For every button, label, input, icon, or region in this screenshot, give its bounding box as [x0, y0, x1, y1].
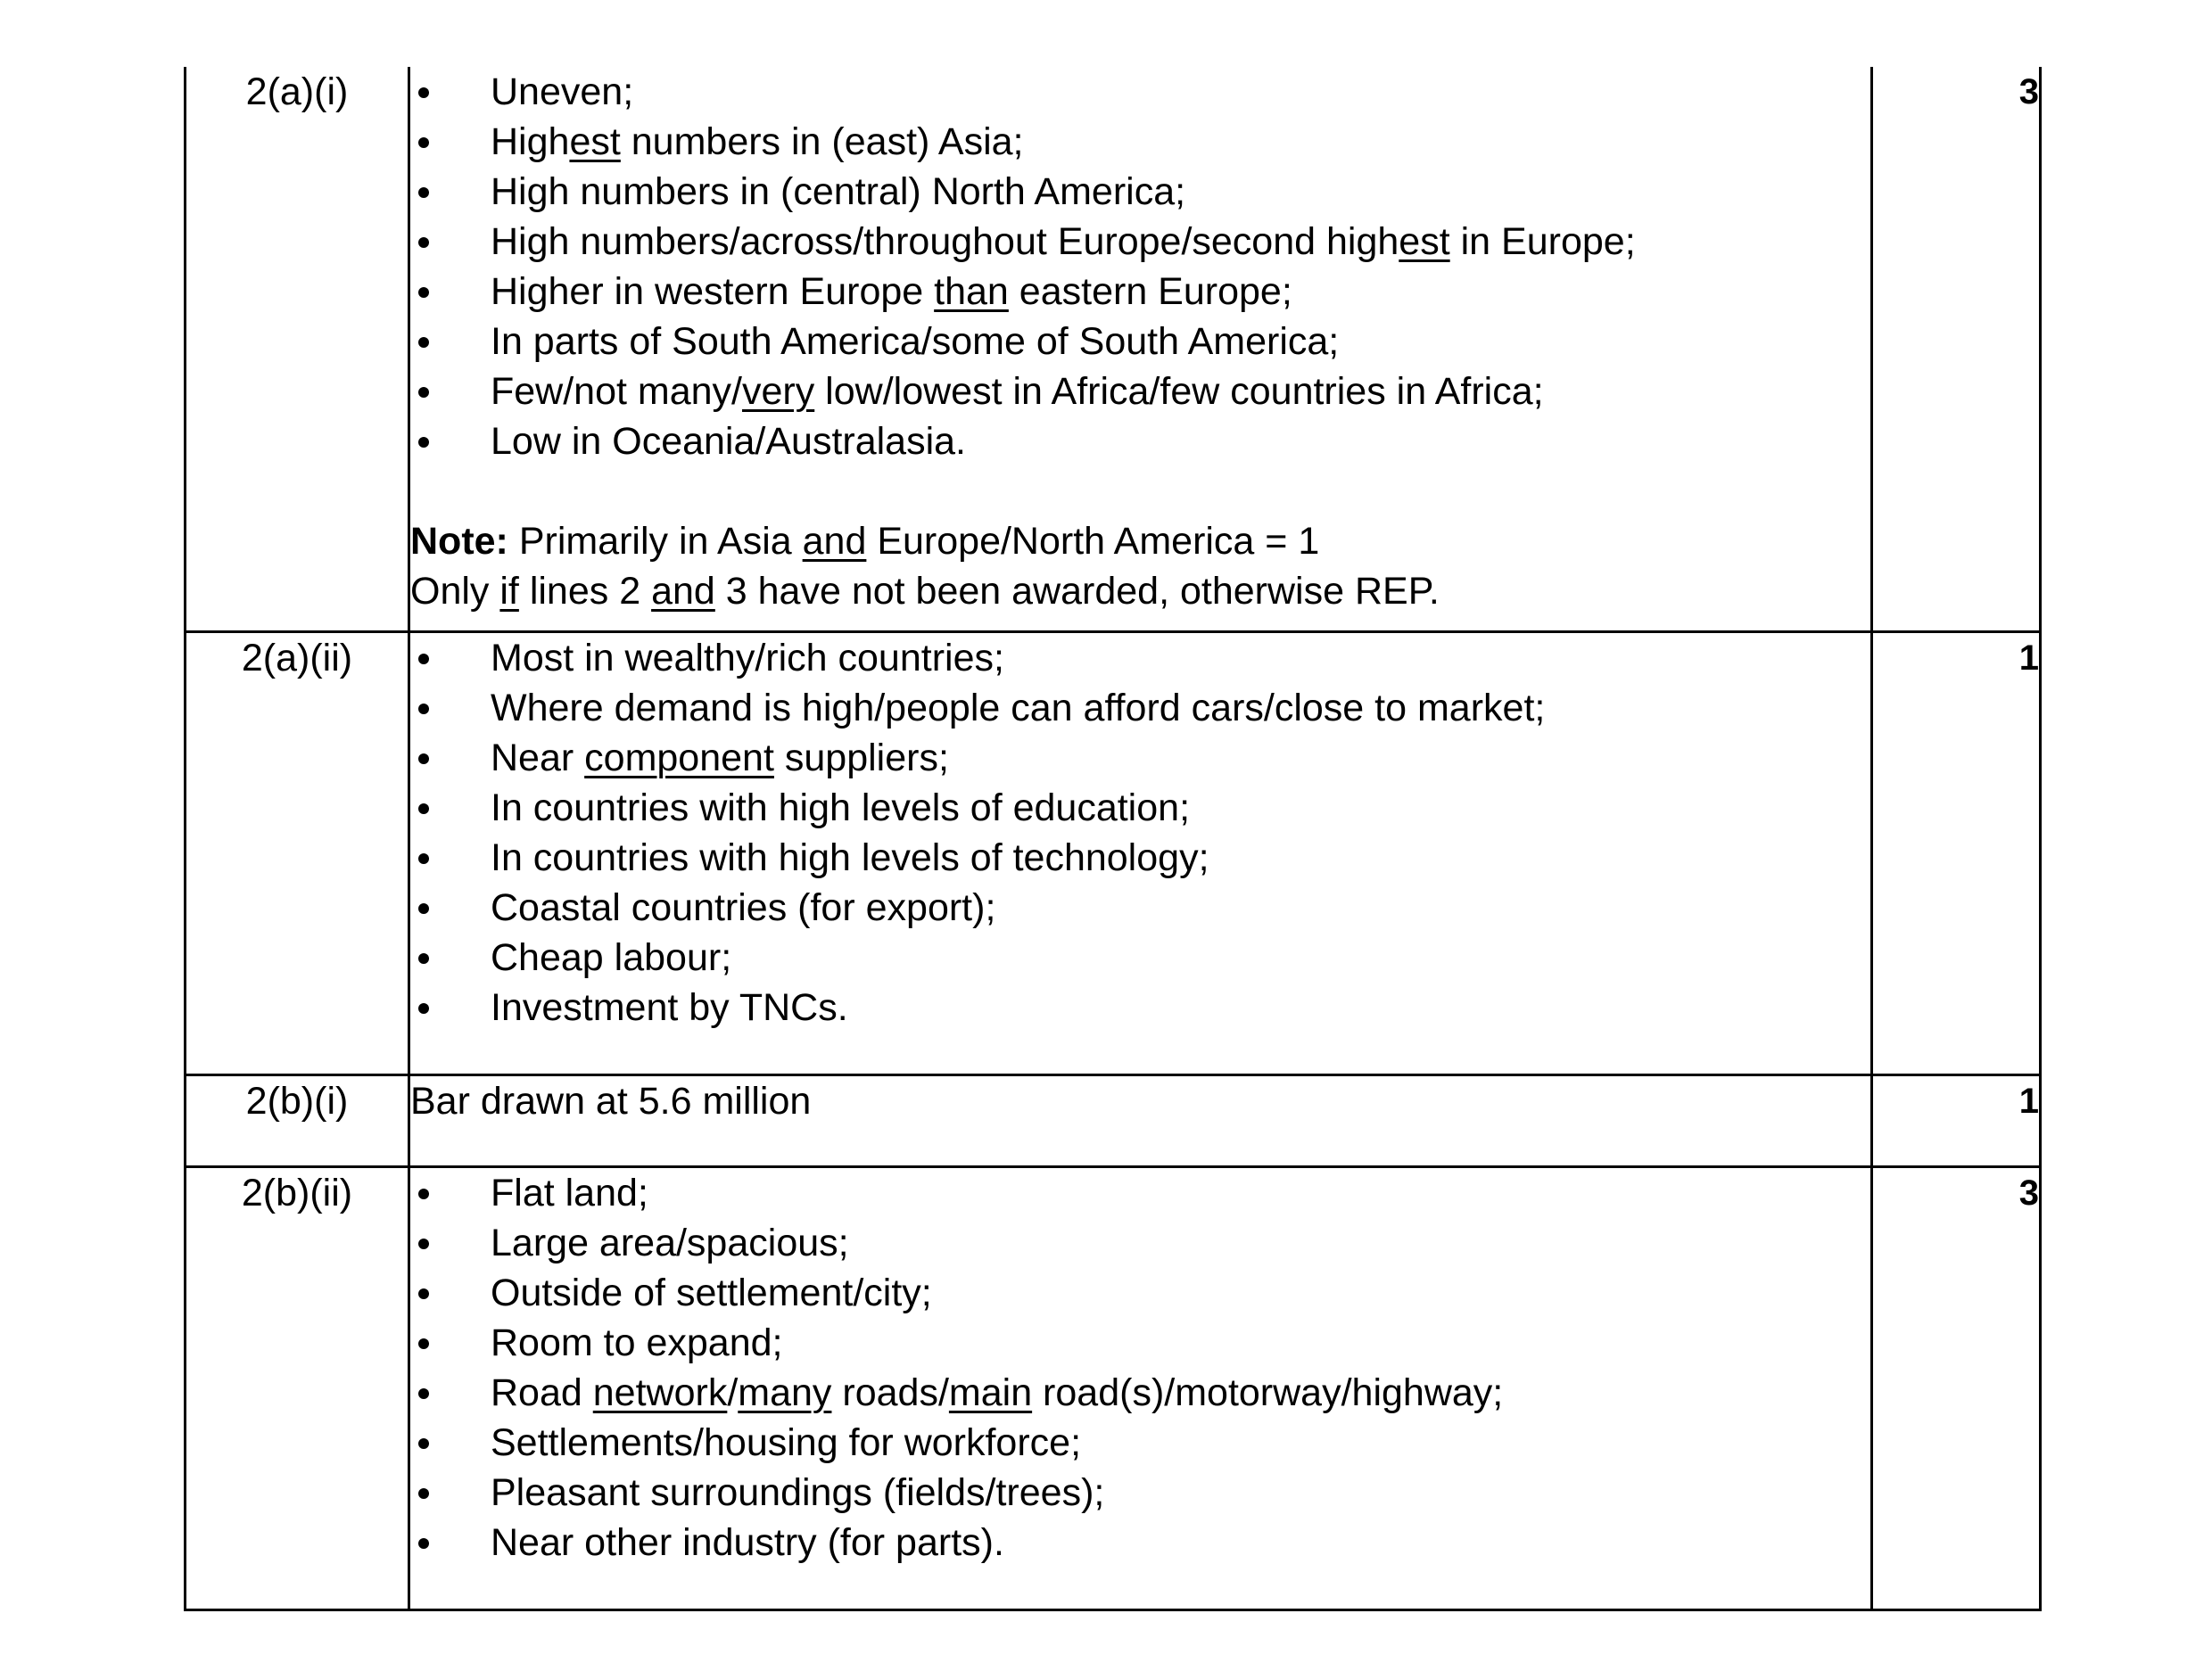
list-item	[410, 883, 1870, 933]
text-segment: Room to expand;	[491, 1321, 783, 1364]
list-item	[410, 983, 1870, 1033]
list-item	[410, 783, 1870, 833]
text-segment: Large area/spacious;	[491, 1221, 849, 1264]
text-segment: /	[727, 1371, 739, 1414]
list-item	[410, 1268, 1870, 1318]
text-segment: High numbers/across/throughout Europe/second high	[491, 220, 1399, 263]
answer-cell	[409, 631, 1872, 1074]
answer-bullet-list	[410, 67, 1870, 466]
list-item	[410, 633, 1870, 683]
bullet-icon	[418, 87, 429, 98]
list-item	[410, 117, 1870, 167]
list-item	[410, 733, 1870, 783]
text-segment: Few/not many/	[491, 370, 742, 413]
underlined-text: and	[651, 570, 715, 613]
answer-text: Bar drawn at 5.6 million	[409, 1074, 1872, 1166]
bullet-icon	[418, 337, 429, 348]
answer-cell	[409, 67, 1872, 631]
table-row	[186, 631, 2041, 1074]
text-segment: roads/	[831, 1371, 949, 1414]
list-item	[410, 1168, 1870, 1218]
table-row	[186, 67, 2041, 631]
table-row	[186, 1166, 2041, 1609]
marks-value: 3	[1872, 1166, 2041, 1609]
text-segment: Near other industry (for parts).	[491, 1520, 1004, 1564]
text-segment: lines 2	[518, 570, 652, 613]
text-segment: In countries with high levels of education;	[491, 786, 1191, 829]
answer-bullet-list	[410, 633, 1870, 1033]
bullet-icon	[418, 387, 429, 398]
text-segment: Coastal countries (for export);	[491, 885, 996, 929]
bullet-icon	[418, 1338, 429, 1349]
bullet-icon	[418, 237, 429, 248]
underlined-text: and	[802, 520, 867, 563]
text-segment: Settlements/housing for workforce;	[491, 1420, 1082, 1464]
underlined-text: main	[948, 1371, 1033, 1414]
text-segment: suppliers;	[773, 736, 949, 779]
bullet-icon	[418, 1288, 429, 1299]
mark-scheme-table	[184, 67, 2042, 1611]
note-line-1	[508, 520, 1319, 563]
marks-value: 1	[1872, 631, 2041, 1074]
examiner-note	[410, 516, 1870, 616]
text-segment: in Europe;	[1449, 220, 1636, 263]
list-item	[410, 683, 1870, 733]
question-number: 2(a)(i)	[186, 67, 409, 631]
bullet-icon	[418, 1388, 429, 1399]
list-item	[410, 1318, 1870, 1368]
question-number: 2(b)(i)	[186, 1074, 409, 1166]
bullet-icon	[418, 953, 429, 964]
note-line-2	[410, 570, 1440, 613]
underlined-text: very	[742, 370, 815, 413]
text-segment: road(s)/motorway/highway;	[1032, 1371, 1504, 1414]
text-segment: Only	[410, 570, 500, 613]
underlined-text: est	[1399, 220, 1450, 263]
text-segment: Flat land;	[491, 1171, 648, 1214]
bullet-icon	[418, 704, 429, 714]
text-segment: In parts of South America/some of South America;	[491, 320, 1340, 363]
bullet-icon	[418, 1438, 429, 1449]
text-segment: Near	[491, 736, 585, 779]
text-segment: numbers in (east) Asia;	[620, 120, 1024, 163]
list-item	[410, 167, 1870, 217]
text-segment: eastern Europe;	[1008, 270, 1292, 313]
text-segment: Investment by TNCs.	[491, 985, 848, 1029]
underlined-text: component	[584, 736, 774, 779]
bullet-icon	[418, 437, 429, 448]
marks-value: 1	[1872, 1074, 2041, 1166]
bullet-icon	[418, 137, 429, 148]
text-segment: High	[491, 120, 570, 163]
bullet-icon	[418, 903, 429, 914]
list-item	[410, 317, 1870, 366]
underlined-text: network	[592, 1371, 728, 1414]
list-item	[410, 1368, 1870, 1418]
bullet-icon	[418, 654, 429, 664]
underlined-text: many	[738, 1371, 832, 1414]
bullet-icon	[418, 1488, 429, 1499]
text-segment: Outside of settlement/city;	[491, 1271, 932, 1314]
list-item	[410, 416, 1870, 466]
text-segment: Higher in western Europe	[491, 270, 935, 313]
text-segment: Most in wealthy/rich countries;	[491, 636, 1004, 679]
bullet-icon	[418, 853, 429, 864]
question-number: 2(a)(ii)	[186, 631, 409, 1074]
text-segment: Primarily in Asia	[508, 520, 803, 563]
text-segment: Europe/North America = 1	[866, 520, 1320, 563]
answer-cell	[409, 1166, 1872, 1609]
bullet-icon	[418, 187, 429, 198]
list-item	[410, 1418, 1870, 1468]
list-item	[410, 833, 1870, 883]
list-item	[410, 267, 1870, 317]
bullet-icon	[418, 803, 429, 814]
underlined-text: if	[499, 570, 519, 613]
marks-value: 3	[1872, 67, 2041, 631]
bullet-icon	[418, 753, 429, 764]
list-item	[410, 1468, 1870, 1518]
text-segment: 3 have not been awarded, otherwise REP.	[714, 570, 1440, 613]
note-label: Note:	[410, 520, 508, 563]
text-segment: Road	[491, 1371, 593, 1414]
list-item	[410, 366, 1870, 416]
list-item	[410, 67, 1870, 117]
text-segment: Pleasant surroundings (fields/trees);	[491, 1470, 1105, 1514]
list-item	[410, 217, 1870, 267]
text-segment: In countries with high levels of technology;	[491, 836, 1209, 879]
underlined-text: est	[569, 120, 621, 163]
text-segment: low/lowest in Africa/few countries in Africa;	[814, 370, 1544, 413]
bullet-icon	[418, 1003, 429, 1014]
text-segment: Low in Oceania/Australasia.	[491, 420, 967, 463]
answer-bullet-list	[410, 1168, 1870, 1568]
text-segment: Cheap labour;	[491, 935, 732, 979]
underlined-text: than	[934, 270, 1009, 313]
bullet-icon	[418, 287, 429, 298]
text-segment: Where demand is high/people can afford cars/close to market;	[491, 686, 1546, 729]
list-item	[410, 1218, 1870, 1268]
bullet-icon	[418, 1239, 429, 1249]
bullet-icon	[418, 1189, 429, 1199]
text-segment: Uneven;	[491, 70, 634, 113]
list-item	[410, 1518, 1870, 1568]
list-item	[410, 933, 1870, 983]
question-number: 2(b)(ii)	[186, 1166, 409, 1609]
bullet-icon	[418, 1538, 429, 1549]
table-row	[186, 1074, 2041, 1166]
text-segment: High numbers in (central) North America;	[491, 170, 1186, 213]
